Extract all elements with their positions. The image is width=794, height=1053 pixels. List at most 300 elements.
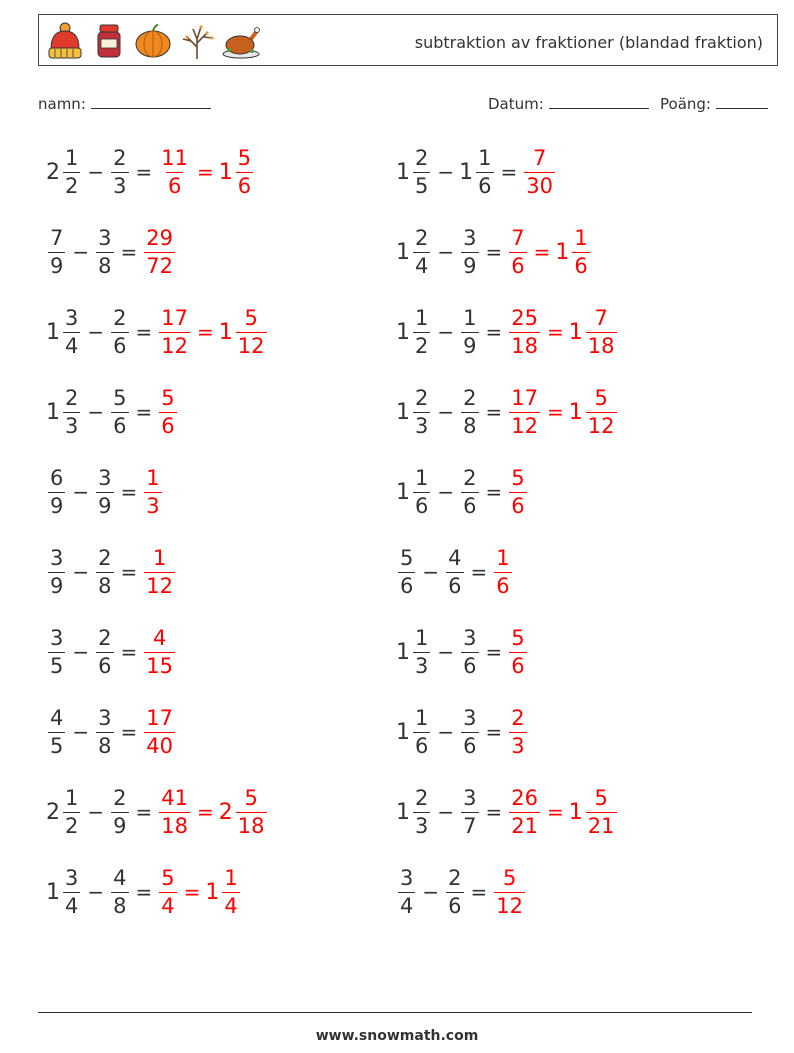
whole-number: 1 — [205, 879, 220, 905]
answer-fraction — [509, 625, 526, 678]
whole-number: 1 — [46, 399, 60, 425]
winter-hat-icon — [45, 21, 85, 61]
whole-number: 1 — [396, 799, 410, 825]
second-operand — [446, 865, 463, 918]
equals-sign: = — [135, 160, 153, 184]
problem-4 — [396, 220, 592, 284]
second-operand — [461, 705, 478, 758]
numerator: 1 — [415, 305, 429, 330]
numerator: 1 — [478, 145, 492, 170]
equals-sign: = — [485, 480, 503, 504]
equals-sign: = — [485, 720, 503, 744]
denominator: 6 — [415, 733, 429, 758]
denominator: 9 — [50, 253, 64, 278]
answer-mixed-fraction — [586, 385, 617, 438]
minus-sign: − — [437, 480, 455, 504]
numerator: 2 — [415, 145, 429, 170]
numerator: 4 — [152, 625, 167, 650]
problem-19 — [46, 860, 242, 924]
first-operand — [63, 865, 80, 918]
denominator: 6 — [167, 173, 182, 198]
problem-12 — [396, 540, 514, 604]
answer-mixed-fraction — [586, 305, 617, 358]
second-operand — [446, 545, 463, 598]
equals-sign: = — [120, 720, 138, 744]
whole-number: 1 — [396, 159, 410, 185]
bare-tree-icon — [177, 21, 217, 61]
denominator: 8 — [98, 253, 112, 278]
answer — [492, 545, 513, 598]
whole-number: 2 — [46, 159, 60, 185]
denominator: 3 — [146, 493, 160, 518]
numerator: 4 — [50, 705, 64, 730]
whole-number: 1 — [218, 159, 233, 185]
second-operand — [461, 225, 478, 278]
answer-mixed-fraction — [236, 305, 267, 358]
answer-fraction — [509, 305, 540, 358]
numerator: 5 — [161, 385, 175, 410]
first-operand — [413, 705, 430, 758]
denominator: 18 — [237, 813, 265, 838]
problem-20 — [396, 860, 527, 924]
numerator: 3 — [98, 705, 112, 730]
answer — [507, 305, 618, 358]
second-operand — [461, 465, 478, 518]
whole-number: 1 — [396, 319, 410, 345]
numerator: 3 — [463, 705, 477, 730]
denominator: 6 — [463, 653, 477, 678]
equals-sign: = — [135, 800, 153, 824]
name-field — [38, 94, 211, 113]
answer — [157, 305, 268, 358]
denominator: 5 — [50, 733, 64, 758]
whole-number: 1 — [396, 639, 410, 665]
second-operand — [96, 625, 113, 678]
first-operand — [48, 545, 65, 598]
denominator: 18 — [587, 333, 615, 358]
answer-equals-sign: = — [533, 240, 551, 264]
answer-fraction — [144, 545, 175, 598]
denominator: 12 — [161, 333, 189, 358]
answer — [507, 625, 528, 678]
answer — [142, 545, 177, 598]
minus-sign: − — [87, 320, 105, 344]
whole-number: 1 — [396, 399, 410, 425]
numerator: 5 — [594, 385, 608, 410]
denominator: 8 — [98, 733, 112, 758]
numerator: 25 — [511, 305, 539, 330]
numerator: 2 — [415, 225, 429, 250]
minus-sign: − — [72, 560, 90, 584]
minus-sign: − — [437, 320, 455, 344]
equals-sign: = — [485, 400, 503, 424]
denominator: 6 — [113, 333, 127, 358]
denominator: 30 — [526, 173, 554, 198]
equals-sign: = — [120, 480, 138, 504]
denominator: 3 — [415, 413, 429, 438]
minus-sign: − — [437, 160, 455, 184]
first-operand — [413, 385, 430, 438]
name-label: namn: — [38, 95, 86, 113]
denominator: 6 — [161, 413, 175, 438]
denominator: 5 — [415, 173, 429, 198]
answer — [157, 785, 268, 838]
whole-number: 2 — [218, 799, 233, 825]
first-operand — [48, 465, 65, 518]
equals-sign: = — [485, 640, 503, 664]
minus-sign: − — [422, 560, 440, 584]
numerator: 1 — [415, 705, 429, 730]
denominator: 4 — [400, 893, 414, 918]
pumpkin-icon — [133, 21, 173, 61]
numerator: 1 — [463, 305, 477, 330]
whole-number: 1 — [568, 799, 583, 825]
numerator: 29 — [146, 225, 174, 250]
denominator: 6 — [448, 573, 462, 598]
numerator: 6 — [50, 465, 64, 490]
numerator: 7 — [511, 225, 525, 250]
numerator: 41 — [161, 785, 189, 810]
denominator: 18 — [161, 813, 189, 838]
answer — [507, 705, 528, 758]
denominator: 18 — [511, 333, 539, 358]
second-operand — [96, 705, 113, 758]
answer — [157, 145, 255, 198]
answer-mixed-fraction — [586, 785, 617, 838]
answer-fraction — [159, 865, 176, 918]
denominator: 3 — [511, 733, 525, 758]
denominator: 40 — [146, 733, 174, 758]
jam-jar-icon — [89, 21, 129, 61]
second-operand — [461, 385, 478, 438]
numerator: 3 — [50, 545, 64, 570]
answer-mixed-fraction — [572, 225, 589, 278]
numerator: 5 — [511, 625, 525, 650]
second-operand — [461, 305, 478, 358]
denominator: 12 — [511, 413, 539, 438]
denominator: 3 — [65, 413, 79, 438]
answer-fraction — [159, 385, 176, 438]
minus-sign: − — [422, 880, 440, 904]
answer-fraction — [509, 225, 526, 278]
answer-fraction — [144, 225, 175, 278]
numerator: 3 — [50, 625, 64, 650]
equals-sign: = — [485, 320, 503, 344]
answer-fraction — [494, 865, 525, 918]
numerator: 2 — [463, 385, 477, 410]
equals-sign: = — [485, 240, 503, 264]
numerator: 5 — [502, 865, 517, 890]
first-operand — [63, 305, 80, 358]
numerator: 11 — [161, 145, 189, 170]
minus-sign: − — [437, 720, 455, 744]
denominator: 6 — [478, 173, 492, 198]
denominator: 9 — [463, 333, 477, 358]
answer-fraction — [144, 705, 175, 758]
answer-equals-sign: = — [547, 400, 564, 424]
denominator: 9 — [463, 253, 477, 278]
second-operand — [96, 225, 113, 278]
numerator: 3 — [463, 785, 477, 810]
numerator: 1 — [496, 545, 510, 570]
answer — [142, 225, 177, 278]
numerator: 3 — [400, 865, 414, 890]
numerator: 3 — [65, 305, 79, 330]
answer-mixed-fraction — [222, 865, 239, 918]
numerator: 1 — [224, 865, 238, 890]
denominator: 2 — [415, 333, 429, 358]
first-operand — [48, 225, 65, 278]
equals-sign: = — [120, 640, 138, 664]
first-operand — [413, 465, 430, 518]
numerator: 5 — [244, 305, 258, 330]
numerator: 5 — [594, 785, 608, 810]
denominator: 4 — [415, 253, 429, 278]
numerator: 1 — [146, 465, 160, 490]
whole-number: 1 — [218, 319, 233, 345]
equals-sign: = — [120, 560, 138, 584]
date-label: Datum: — [488, 95, 544, 113]
answer-fraction — [159, 785, 190, 838]
minus-sign: − — [72, 720, 90, 744]
denominator: 12 — [496, 893, 524, 918]
second-operand — [476, 145, 493, 198]
denominator: 6 — [113, 413, 127, 438]
numerator: 4 — [113, 865, 127, 890]
equals-sign: = — [485, 800, 503, 824]
page-title: subtraktion av fraktioner (blandad fraktion) — [414, 33, 763, 52]
numerator: 5 — [161, 865, 175, 890]
whole-number: 1 — [459, 159, 474, 185]
denominator: 6 — [415, 493, 429, 518]
whole-number: 1 — [555, 239, 570, 265]
answer — [522, 145, 557, 198]
denominator: 4 — [65, 333, 79, 358]
numerator: 3 — [463, 625, 477, 650]
denominator: 4 — [65, 893, 79, 918]
equals-sign: = — [135, 400, 153, 424]
answer-equals-sign: = — [197, 160, 214, 184]
numerator: 5 — [237, 145, 252, 170]
denominator: 4 — [224, 893, 238, 918]
minus-sign: − — [437, 240, 455, 264]
first-operand — [48, 625, 65, 678]
denominator: 8 — [463, 413, 477, 438]
answer-fraction — [524, 145, 555, 198]
first-operand — [398, 865, 415, 918]
numerator: 17 — [161, 305, 189, 330]
denominator: 6 — [237, 173, 252, 198]
problem-16 — [396, 700, 529, 764]
date-blank[interactable] — [549, 94, 649, 109]
minus-sign: − — [87, 400, 105, 424]
problem-1 — [46, 140, 255, 204]
problem-14 — [396, 620, 529, 684]
minus-sign: − — [437, 640, 455, 664]
minus-sign: − — [72, 240, 90, 264]
problem-2 — [396, 140, 557, 204]
denominator: 21 — [511, 813, 539, 838]
answer — [157, 385, 178, 438]
minus-sign: − — [72, 640, 90, 664]
footer-divider — [38, 1012, 752, 1013]
numerator: 2 — [463, 465, 477, 490]
second-operand — [111, 305, 128, 358]
numerator: 2 — [98, 625, 112, 650]
denominator: 8 — [113, 893, 127, 918]
equals-sign: = — [135, 880, 153, 904]
denominator: 12 — [587, 413, 615, 438]
answer — [142, 465, 163, 518]
numerator: 3 — [98, 225, 112, 250]
answer-mixed-fraction — [236, 145, 253, 198]
minus-sign: − — [437, 400, 455, 424]
answer — [507, 785, 618, 838]
answer-fraction — [509, 785, 540, 838]
numerator: 3 — [65, 865, 79, 890]
first-operand — [413, 785, 430, 838]
denominator: 6 — [463, 733, 477, 758]
first-operand — [63, 785, 80, 838]
problem-15 — [46, 700, 177, 764]
denominator: 72 — [146, 253, 174, 278]
denominator: 6 — [463, 493, 477, 518]
numerator: 2 — [65, 385, 79, 410]
second-operand — [111, 385, 128, 438]
denominator: 3 — [415, 653, 429, 678]
numerator: 1 — [415, 625, 429, 650]
denominator: 12 — [146, 573, 174, 598]
problem-8 — [396, 380, 619, 444]
whole-number: 1 — [46, 879, 60, 905]
answer — [492, 865, 527, 918]
name-blank[interactable] — [91, 94, 211, 109]
numerator: 26 — [511, 785, 539, 810]
answer — [507, 385, 618, 438]
whole-number: 1 — [46, 319, 60, 345]
whole-number: 1 — [568, 319, 583, 345]
numerator: 1 — [152, 545, 167, 570]
answer — [157, 865, 242, 918]
answer-fraction — [159, 145, 190, 198]
answer-equals-sign: = — [197, 320, 214, 344]
numerator: 2 — [98, 545, 112, 570]
answer — [507, 225, 592, 278]
numerator: 1 — [574, 225, 588, 250]
answer-fraction — [509, 385, 540, 438]
second-operand — [461, 625, 478, 678]
answer-fraction — [509, 465, 526, 518]
denominator: 3 — [113, 173, 127, 198]
numerator: 4 — [448, 545, 462, 570]
denominator: 9 — [50, 493, 64, 518]
denominator: 12 — [237, 333, 265, 358]
denominator: 3 — [415, 813, 429, 838]
problem-18 — [396, 780, 619, 844]
answer-equals-sign: = — [197, 800, 214, 824]
denominator: 6 — [400, 573, 414, 598]
whole-number: 1 — [396, 479, 410, 505]
numerator: 3 — [98, 465, 112, 490]
denominator: 7 — [463, 813, 477, 838]
whole-number: 1 — [396, 719, 410, 745]
footer-site: www.snowmath.com — [315, 1028, 479, 1044]
problem-9 — [46, 460, 164, 524]
denominator: 6 — [511, 493, 525, 518]
numerator: 5 — [511, 465, 525, 490]
denominator: 6 — [511, 253, 525, 278]
denominator: 4 — [161, 893, 175, 918]
second-operand — [461, 785, 478, 838]
equals-sign: = — [135, 320, 153, 344]
numerator: 2 — [415, 785, 429, 810]
answer-equals-sign: = — [547, 320, 564, 344]
denominator: 21 — [587, 813, 615, 838]
denominator: 5 — [50, 653, 64, 678]
second-operand — [111, 785, 128, 838]
worksheet-header — [38, 14, 778, 66]
denominator: 6 — [448, 893, 462, 918]
first-operand — [398, 545, 415, 598]
first-operand — [48, 705, 65, 758]
first-operand — [63, 385, 80, 438]
answer-fraction — [509, 705, 526, 758]
first-operand — [413, 625, 430, 678]
problem-17 — [46, 780, 269, 844]
minus-sign: − — [87, 880, 105, 904]
second-operand — [111, 145, 128, 198]
numerator: 1 — [65, 145, 79, 170]
score-blank[interactable] — [716, 94, 768, 109]
answer-fraction — [494, 545, 511, 598]
numerator: 17 — [511, 385, 539, 410]
answer-fraction — [144, 625, 175, 678]
second-operand — [96, 545, 113, 598]
denominator: 9 — [98, 493, 112, 518]
denominator: 2 — [65, 813, 79, 838]
numerator: 2 — [511, 705, 525, 730]
first-operand — [413, 305, 430, 358]
first-operand — [413, 145, 430, 198]
equals-sign: = — [500, 160, 518, 184]
numerator: 5 — [113, 385, 127, 410]
numerator: 2 — [448, 865, 462, 890]
second-operand — [96, 465, 113, 518]
problem-7 — [46, 380, 179, 444]
score-label: Poäng: — [660, 95, 711, 113]
numerator: 2 — [113, 305, 127, 330]
denominator: 6 — [98, 653, 112, 678]
header-icons — [45, 21, 261, 61]
answer — [142, 705, 177, 758]
roast-turkey-icon — [221, 21, 261, 61]
answer-mixed-fraction — [236, 785, 267, 838]
numerator: 3 — [463, 225, 477, 250]
denominator: 15 — [146, 653, 174, 678]
numerator: 2 — [113, 145, 127, 170]
minus-sign: − — [87, 160, 105, 184]
first-operand — [413, 225, 430, 278]
answer — [142, 625, 177, 678]
whole-number: 1 — [568, 399, 583, 425]
whole-number: 2 — [46, 799, 60, 825]
answer-equals-sign: = — [547, 800, 564, 824]
denominator: 9 — [113, 813, 127, 838]
numerator: 17 — [146, 705, 174, 730]
denominator: 2 — [65, 173, 79, 198]
minus-sign: − — [437, 800, 455, 824]
numerator: 1 — [415, 465, 429, 490]
